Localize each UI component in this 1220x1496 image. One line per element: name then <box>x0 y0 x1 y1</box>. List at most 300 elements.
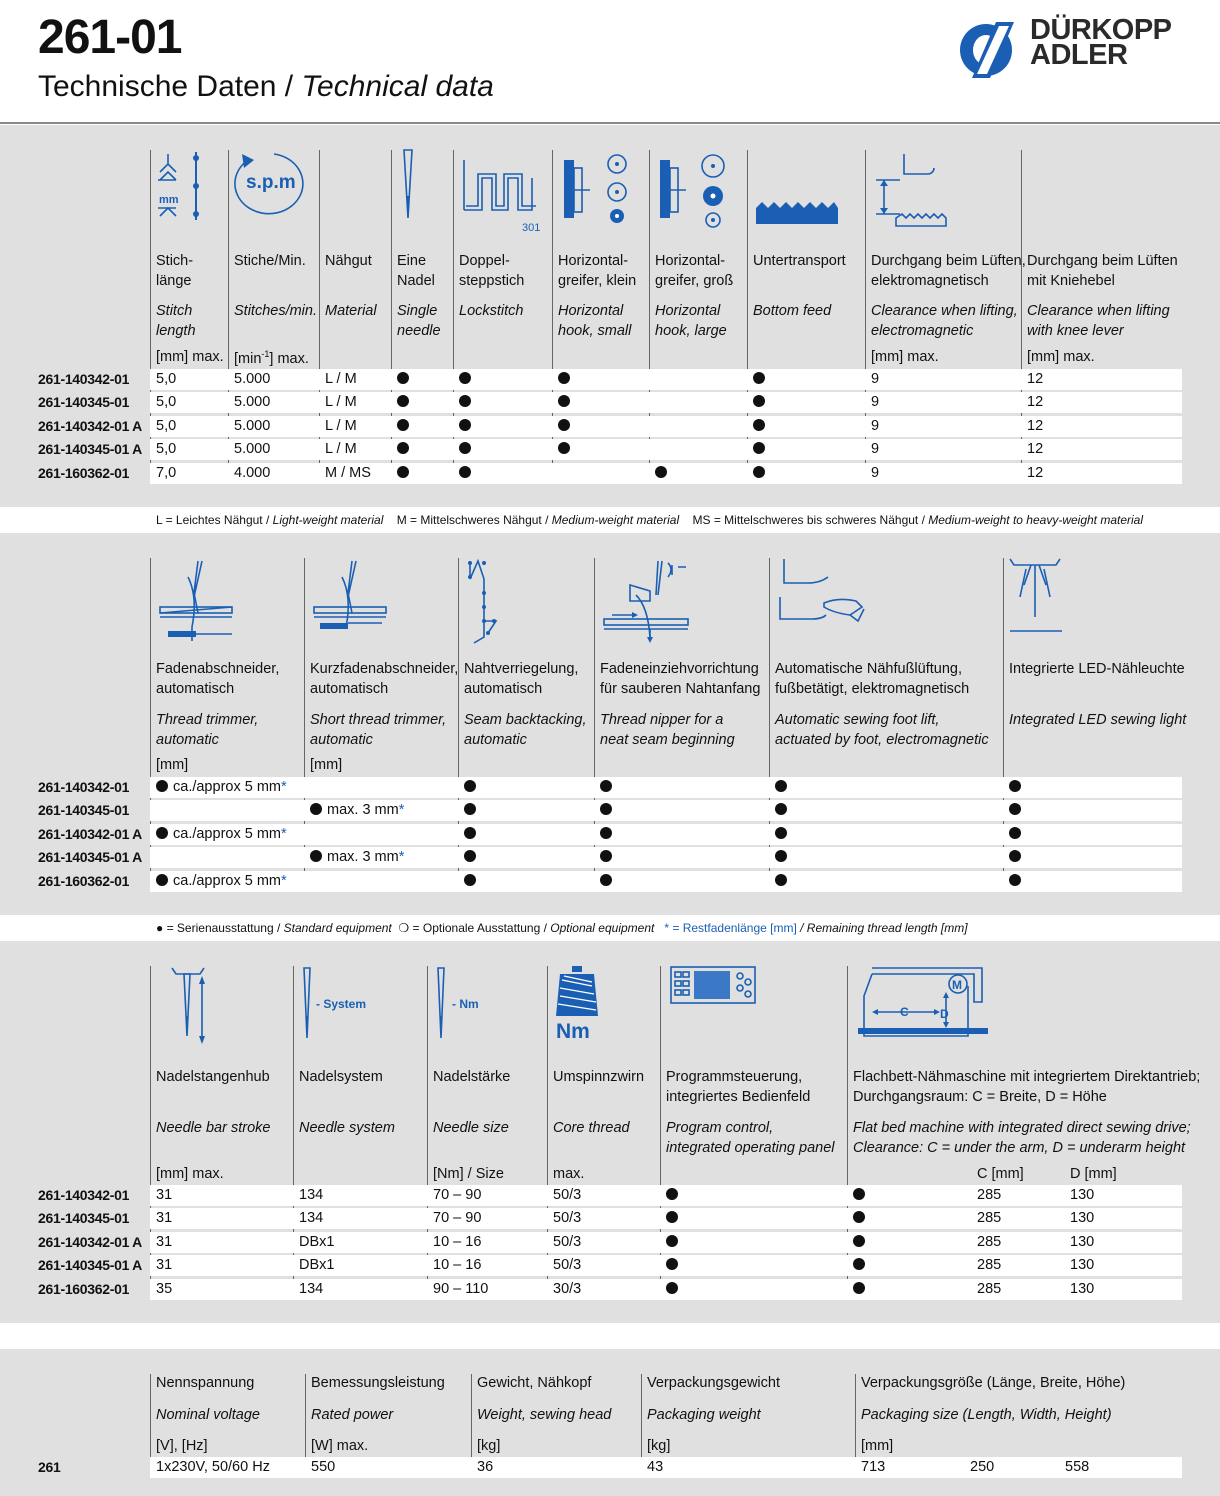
table-cell <box>666 1208 678 1229</box>
logo-mark-icon <box>952 18 1030 78</box>
table-cell: 5,0 <box>156 371 177 387</box>
column-header <box>861 1374 1126 1423</box>
table-cell <box>397 416 409 437</box>
table-cell <box>853 1185 865 1206</box>
standard-equipment-dot <box>459 442 471 454</box>
table-cell <box>600 824 612 845</box>
table-cell: 50/3 <box>553 1233 582 1250</box>
column-header-en: Single needle <box>397 303 441 339</box>
column-header-en: Material <box>325 303 377 319</box>
standard-equipment-dot <box>397 419 409 431</box>
column-header-de: Durchgang beim Lüften, elektromagnetisch <box>871 253 1026 289</box>
column-header <box>310 660 459 748</box>
table-cell <box>775 777 787 798</box>
table-cell: 9 <box>871 394 880 411</box>
row-model: 261-140345-01 A <box>38 1257 142 1274</box>
operating-panel-icon <box>670 966 760 1006</box>
table-cell <box>600 871 612 892</box>
column-unit: [V], [Hz] <box>156 1438 208 1454</box>
title-de: Technische Daten / <box>38 70 302 103</box>
column-header-de: Fadeneinziehvorrichtung für sauberen Nahtanfang <box>600 661 761 697</box>
standard-equipment-dot <box>1009 827 1021 839</box>
svg-text:M: M <box>952 978 962 992</box>
hook-small-icon <box>560 150 632 225</box>
table-cell <box>753 463 765 484</box>
table-cell: 5.000 <box>234 394 271 411</box>
standard-equipment-dot <box>775 850 787 862</box>
table-cell: 9 <box>871 441 880 458</box>
table-cell: 12 <box>1027 371 1044 387</box>
needle-bar-stroke-icon <box>172 966 212 1048</box>
row-model: 261-140342-01 A <box>38 825 142 842</box>
row-model: 261-140342-01 <box>38 779 130 795</box>
column-header-en: Automatic sewing foot lift, actuated by foot, electromagnetic <box>775 712 989 748</box>
table-cell: 10 – 16 <box>433 1233 482 1250</box>
table-cell: L / M <box>325 417 357 434</box>
standard-equipment-dot <box>464 780 476 792</box>
column-header <box>775 660 989 748</box>
table-cell <box>753 416 765 437</box>
column-header-en: Short thread trimmer, automatic <box>310 712 447 748</box>
table-cell <box>464 777 476 798</box>
thread-trimmer-icon <box>158 557 238 645</box>
row-model: 261-140342-01 A <box>38 1233 142 1250</box>
column-unit: [kg] <box>647 1438 671 1454</box>
column-header <box>156 252 196 339</box>
svg-text:mm: mm <box>159 194 179 206</box>
table-cell: 12 <box>1027 417 1044 434</box>
column-header <box>666 1068 835 1156</box>
backtacking-icon <box>466 557 506 645</box>
standard-equipment-dot <box>753 419 765 431</box>
standard-equipment-dot <box>775 874 787 886</box>
cell-text: ca./approx 5 mm <box>173 872 281 889</box>
section1-legend: L = Leichtes Nähgut / Light-weight material M = Mittelschweres Nähgut / Medium-weight material MS = Mittelschweres bis schweres Nähgut / Medium-weight to heavy-weight material <box>156 513 1144 527</box>
standard-equipment-dot <box>558 372 570 384</box>
row-model: 261-140345-01 A <box>38 441 142 458</box>
standard-equipment-dot <box>775 827 787 839</box>
table-row <box>150 1457 1182 1478</box>
column-header <box>464 660 587 748</box>
column-header <box>871 252 1026 339</box>
svg-text:s.p.m: s.p.m <box>246 172 296 193</box>
standard-equipment-dot <box>397 395 409 407</box>
table-cell <box>459 439 471 460</box>
column-header-en: Seam backtacking, automatic <box>464 712 587 748</box>
table-cell <box>655 463 667 484</box>
standard-equipment-dot <box>558 442 570 454</box>
logo-line1: DÜRKOPP <box>1030 14 1172 46</box>
table-cell: 550 <box>311 1459 336 1475</box>
table-cell: 12 <box>1027 394 1044 411</box>
standard-equipment-dot <box>753 395 765 407</box>
column-header-en: Stitch length <box>156 303 196 339</box>
row-model: 261-140345-01 A <box>38 849 142 866</box>
standard-equipment-dot <box>853 1235 865 1247</box>
table-cell: 70 – 90 <box>433 1187 482 1203</box>
column-unit: [mm] <box>310 757 343 773</box>
standard-equipment-dot <box>753 466 765 478</box>
standard-equipment-dot <box>600 827 612 839</box>
standard-equipment-dot <box>558 395 570 407</box>
column-unit: [mm] max. <box>1027 349 1095 365</box>
column-header-en: Needle system <box>299 1120 395 1136</box>
standard-equipment-dot <box>666 1188 678 1200</box>
column-header-en: Flat bed machine with integrated direct sewing drive; Clearance: C = under the arm, D = underarm height <box>853 1120 1191 1156</box>
column-header-en: Packaging size (Length, Width, Height) <box>861 1407 1112 1423</box>
table-cell <box>775 847 787 868</box>
table-cell: 285 <box>977 1257 1002 1274</box>
table-cell: 36 <box>477 1459 494 1475</box>
column-header-de: Verpackungsgröße (Länge, Breite, Höhe) <box>861 1375 1126 1391</box>
table-row <box>150 847 1182 868</box>
table-cell <box>464 824 476 845</box>
table-cell: 285 <box>977 1233 1002 1250</box>
table-cell <box>310 847 404 868</box>
table-cell <box>1009 824 1021 845</box>
table-cell <box>775 824 787 845</box>
table-cell <box>753 369 765 390</box>
standard-equipment-dot <box>310 803 322 815</box>
table-cell: 35 <box>156 1280 173 1297</box>
table-cell <box>156 871 287 892</box>
column-header <box>600 660 761 748</box>
page-subtitle <box>38 70 494 104</box>
table-cell <box>558 416 570 437</box>
bottom-feed-icon <box>756 200 840 226</box>
column-header-de: Automatische Nähfußlüftung, fußbetätigt, elektromagnetisch <box>775 661 970 697</box>
standard-equipment-dot <box>558 419 570 431</box>
table-cell: L / M <box>325 441 357 458</box>
table-cell <box>558 369 570 390</box>
row-model: 261-160362-01 <box>38 872 130 889</box>
row-model: 261-140342-01 A <box>38 417 142 434</box>
table-cell <box>464 847 476 868</box>
table-cell: 9 <box>871 371 880 387</box>
standard-equipment-dot <box>397 442 409 454</box>
table-cell: 5.000 <box>234 441 271 458</box>
column-header <box>299 1068 395 1136</box>
table-cell: 130 <box>1070 1210 1095 1227</box>
svg-text:D: D <box>940 1007 949 1021</box>
table-cell <box>1009 777 1021 798</box>
asterisk: * <box>281 872 287 889</box>
column-header-de: Nennspannung <box>156 1375 255 1391</box>
column-unit: [mm] <box>156 757 189 773</box>
table-cell <box>753 439 765 460</box>
column-header-de: Horizontal- greifer, klein <box>558 253 637 289</box>
column-header-de: Stich- länge <box>156 253 194 289</box>
row-model: 261-140342-01 <box>38 1187 130 1203</box>
column-header-de: Eine Nadel <box>397 253 435 289</box>
table-cell: 7,0 <box>156 464 177 481</box>
table-cell <box>459 369 471 390</box>
lockstitch-301-icon <box>462 150 544 235</box>
standard-equipment-dot <box>853 1258 865 1270</box>
column-unit: [kg] <box>477 1438 501 1454</box>
column-header-de: Kurzfadenabschneider, automatisch <box>310 661 459 697</box>
standard-equipment-dot <box>464 874 476 886</box>
table-cell <box>397 439 409 460</box>
standard-equipment-dot <box>459 419 471 431</box>
standard-equipment-dot <box>775 780 787 792</box>
column-header-de: Nadelstangenhub <box>156 1069 270 1085</box>
standard-equipment-dot <box>853 1188 865 1200</box>
table-cell: DBx1 <box>299 1257 335 1274</box>
standard-equipment-dot <box>464 827 476 839</box>
column-header-de: Umspinnzwirn <box>553 1069 645 1085</box>
svg-text:Nm: Nm <box>556 1020 590 1043</box>
table-cell: 70 – 90 <box>433 1210 482 1227</box>
asterisk: * <box>398 849 405 866</box>
row-model: 261-140345-01 <box>38 802 130 819</box>
column-header-de: Verpackungsgewicht <box>647 1375 780 1391</box>
standard-equipment-dot <box>666 1258 678 1270</box>
table-cell: 31 <box>156 1257 173 1274</box>
table-cell: 713 <box>861 1459 886 1475</box>
standard-equipment-dot <box>1009 850 1021 862</box>
spm-icon <box>234 150 314 220</box>
table-cell: 558 <box>1065 1459 1090 1475</box>
table-cell: 5.000 <box>234 371 271 387</box>
needle-system-icon <box>300 966 390 1046</box>
table-cell: 250 <box>970 1459 995 1475</box>
standard-equipment-dot <box>1009 780 1021 792</box>
table-cell <box>600 800 612 821</box>
table-row <box>150 871 1182 892</box>
standard-equipment-dot <box>459 372 471 384</box>
table-cell <box>558 439 570 460</box>
table-cell <box>853 1232 865 1253</box>
column-header <box>397 252 441 339</box>
table-cell <box>1009 847 1021 868</box>
column-unit: max. <box>553 1166 585 1182</box>
column-header-en: Needle size <box>433 1120 509 1136</box>
standard-equipment-dot <box>655 466 667 478</box>
column-header-de: Horizontal- greifer, groß <box>655 253 734 289</box>
svg-text:301: 301 <box>522 222 541 234</box>
column-header <box>156 660 280 748</box>
standard-equipment-dot <box>459 395 471 407</box>
page-title: 261-01 <box>38 11 182 64</box>
table-cell: 5,0 <box>156 394 177 411</box>
standard-equipment-dot <box>600 780 612 792</box>
column-header-de: Durchgang beim Lüften mit Kniehebel <box>1027 253 1178 289</box>
table-cell <box>464 800 476 821</box>
standard-equipment-dot <box>666 1211 678 1223</box>
table-cell <box>156 777 287 798</box>
table-row <box>150 777 1182 798</box>
table-cell <box>775 800 787 821</box>
short-thread-trimmer-icon <box>312 557 392 637</box>
clearance-d-unit: D [mm] <box>1070 1166 1117 1182</box>
standard-equipment-dot <box>464 850 476 862</box>
table-cell: 130 <box>1070 1233 1095 1250</box>
svg-text:- Nm: - Nm <box>452 997 479 1011</box>
table-cell: 130 <box>1070 1257 1095 1274</box>
column-header <box>477 1374 612 1423</box>
column-header <box>853 1068 1201 1156</box>
table-cell <box>600 777 612 798</box>
row-model: 261-160362-01 <box>38 1280 130 1297</box>
column-header-en: Weight, sewing head <box>477 1407 612 1423</box>
foot-lift-pedal-icon <box>778 557 870 629</box>
table-cell: 134 <box>299 1280 324 1297</box>
table-cell: 4.000 <box>234 464 271 481</box>
table-cell <box>310 800 404 821</box>
row-model: 261-160362-01 <box>38 464 130 481</box>
table-cell <box>775 871 787 892</box>
column-header <box>1027 252 1178 339</box>
section3-spacer <box>0 1323 1220 1349</box>
column-unit: [mm] max. <box>156 349 224 365</box>
standard-equipment-dot <box>753 442 765 454</box>
column-header-en: Bottom feed <box>753 303 832 319</box>
table-cell <box>666 1185 678 1206</box>
table-cell: M / MS <box>325 464 371 481</box>
table-cell <box>753 392 765 413</box>
standard-equipment-dot <box>1009 874 1021 886</box>
column-header <box>1009 660 1187 728</box>
table-cell <box>1009 800 1021 821</box>
table-cell <box>853 1255 865 1276</box>
column-header <box>156 1068 271 1136</box>
table-cell: 50/3 <box>553 1210 582 1227</box>
row-model: 261-140345-01 <box>38 1210 130 1227</box>
table-cell <box>397 369 409 390</box>
svg-text:C: C <box>900 1005 909 1019</box>
table-cell <box>397 392 409 413</box>
column-header-de: Nahtverriegelung, automatisch <box>464 661 579 697</box>
column-header-en: Program control, integrated operating panel <box>666 1120 835 1156</box>
column-header-en: Core thread <box>553 1120 630 1136</box>
standard-equipment-dot <box>753 372 765 384</box>
column-header-en: Clearance when lifting, electromagnetic <box>871 303 1018 339</box>
flatbed-machine-icon <box>856 966 990 1038</box>
table-cell <box>666 1279 678 1300</box>
table-cell: 31 <box>156 1210 173 1227</box>
standard-equipment-dot <box>156 874 168 886</box>
table-row <box>150 800 1182 821</box>
table-cell <box>1009 871 1021 892</box>
row-model: 261 <box>38 1459 61 1475</box>
table-cell: 12 <box>1027 441 1044 458</box>
column-header <box>311 1374 445 1423</box>
hook-large-icon <box>656 150 728 230</box>
title-en: Technical data <box>301 70 494 103</box>
table-cell <box>600 847 612 868</box>
column-unit: [Nm] / Size <box>433 1166 504 1182</box>
column-header-de: Bemessungsleistung <box>311 1375 445 1391</box>
column-header-de: Stiche/Min. <box>234 253 306 269</box>
column-header-en: Thread nipper for a neat seam beginning <box>600 712 735 748</box>
cell-text: ca./approx 5 mm <box>173 825 281 842</box>
table-cell: DBx1 <box>299 1233 335 1250</box>
logo-line2: ADLER <box>1030 39 1128 71</box>
table-cell: L / M <box>325 394 357 411</box>
needle-size-icon <box>434 966 514 1046</box>
column-header-en: Clearance when lifting with knee lever <box>1027 303 1170 339</box>
standard-equipment-dot <box>156 827 168 839</box>
cell-text: max. 3 mm <box>327 849 399 866</box>
column-header-en: Packaging weight <box>647 1407 761 1423</box>
column-header <box>753 252 846 319</box>
asterisk: * <box>398 802 405 819</box>
standard-equipment-dot <box>1009 803 1021 815</box>
column-header <box>234 252 317 319</box>
column-header <box>647 1374 780 1423</box>
column-header-de: Untertransport <box>753 253 846 269</box>
table-cell <box>666 1232 678 1253</box>
table-cell <box>397 463 409 484</box>
table-cell: 134 <box>299 1210 324 1227</box>
single-needle-icon <box>398 150 418 222</box>
cell-text: max. 3 mm <box>327 802 399 819</box>
column-unit: $[\min^{-1}]$ max. <box>234 349 309 367</box>
column-unit: [W] max. <box>311 1438 369 1454</box>
led-light-icon <box>1010 557 1066 633</box>
column-header <box>459 252 525 319</box>
table-cell: 285 <box>977 1210 1002 1227</box>
column-header-de: Programmsteuerung, integriertes Bedienfeld <box>666 1069 811 1105</box>
column-header-de: Flachbett-Nähmaschine mit integriertem Direktantrieb; Durchgangsraum: C = Breite, D = Höhe <box>853 1069 1201 1105</box>
table-cell: 130 <box>1070 1280 1095 1297</box>
standard-equipment-dot <box>600 850 612 862</box>
standard-equipment-dot <box>397 466 409 478</box>
cell-text: ca./approx 5 mm <box>173 779 281 795</box>
column-header <box>325 252 377 319</box>
column-header-en: Stitches/min. <box>234 303 317 319</box>
table-cell: 134 <box>299 1187 324 1203</box>
table-cell: 31 <box>156 1187 173 1203</box>
column-unit: [mm] <box>861 1438 894 1454</box>
standard-equipment-dot <box>310 850 322 862</box>
column-header-de: Fadenabschneider, automatisch <box>156 661 280 697</box>
table-cell: 130 <box>1070 1187 1095 1203</box>
standard-equipment-dot <box>459 466 471 478</box>
table-cell: 50/3 <box>553 1187 582 1203</box>
brand-logo <box>952 14 1182 78</box>
column-header-en: Integrated LED sewing light <box>1009 712 1187 728</box>
standard-equipment-dot <box>775 803 787 815</box>
table-cell <box>853 1208 865 1229</box>
standard-equipment-dot <box>853 1211 865 1223</box>
table-cell <box>459 392 471 413</box>
standard-equipment-dot <box>156 780 168 792</box>
table-cell: 1x230V, 50/60 Hz <box>156 1459 270 1475</box>
section2-legend: ● = Serienausstattung / Standard equipment ❍ = Optionale Ausstattung / Optional equipment * = Restfadenlänge [mm] / Remaining thread length [mm] <box>156 921 968 935</box>
foot-lift-icon <box>874 152 954 230</box>
column-unit: [mm] max. <box>871 349 939 365</box>
column-header-de: Nähgut <box>325 253 372 269</box>
table-cell: 31 <box>156 1233 173 1250</box>
column-header-en: Nominal voltage <box>156 1407 260 1423</box>
row-model: 261-140342-01 <box>38 371 130 387</box>
svg-text:- System: - System <box>316 997 367 1011</box>
table-row <box>150 824 1182 845</box>
column-header-de: Nadelstärke <box>433 1069 511 1085</box>
asterisk: * <box>281 779 287 795</box>
header-rule <box>0 122 1220 124</box>
table-cell: 285 <box>977 1280 1002 1297</box>
asterisk: * <box>281 825 287 842</box>
standard-equipment-dot <box>600 803 612 815</box>
table-cell: 10 – 16 <box>433 1257 482 1274</box>
column-header-en: Thread trimmer, automatic <box>156 712 259 748</box>
table-cell <box>558 392 570 413</box>
table-cell: 30/3 <box>553 1280 582 1297</box>
stitch-length-icon <box>158 150 208 222</box>
